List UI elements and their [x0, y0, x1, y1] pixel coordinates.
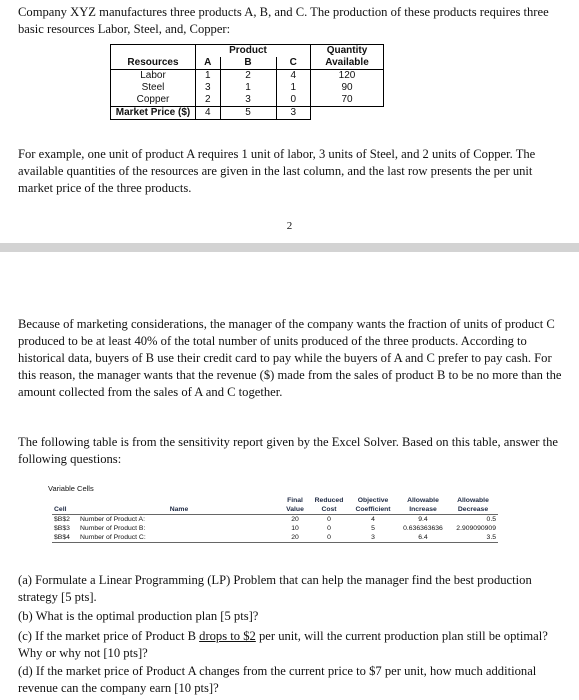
resource-quantity: 70	[311, 94, 384, 107]
table-row	[52, 533, 498, 543]
sens-header-value: Value	[280, 505, 310, 515]
sens-reduced: 0	[327, 516, 331, 523]
resource-name: Steel	[111, 82, 196, 94]
resource-value: 1	[276, 82, 311, 94]
quantity-header-1: Quantity	[311, 45, 384, 58]
sens-name: Number of Product A:	[80, 516, 145, 523]
sens-header-name: Name	[78, 505, 280, 515]
resource-value: 2	[196, 94, 221, 107]
quantity-header-2: Available	[311, 57, 384, 70]
sens-cell: $B$4	[52, 533, 78, 543]
sens-decrease: 0.5	[486, 516, 496, 523]
sens-header-allowable-inc: Allowable	[407, 497, 439, 504]
resource-value: 1	[220, 82, 276, 94]
page-number: 2	[286, 220, 293, 232]
sens-header-coefficient: Coefficient	[348, 505, 398, 515]
resources-header: Resources	[111, 57, 196, 70]
question-b: (b) What is the optimal production plan [5 pts]?	[18, 609, 259, 623]
page-2	[0, 252, 579, 700]
intro-paragraph: Company XYZ manufactures three products A, B, and C. The production of these products requires three basic resources Labor, Steel, and, Copper:	[18, 5, 549, 36]
table-row	[52, 515, 498, 525]
table-row	[52, 524, 498, 533]
sens-objective: 5	[371, 525, 375, 532]
page-1	[0, 0, 579, 244]
resource-value: 2	[220, 70, 276, 83]
sens-header-cell: Cell	[52, 505, 78, 515]
market-price-label: Market Price ($)	[111, 107, 196, 120]
sens-header-reduced: Reduced	[314, 497, 344, 504]
question-c-underlined: drops to $2	[199, 629, 256, 643]
market-price-value: 3	[276, 107, 311, 120]
sens-increase: 6.4	[398, 533, 448, 543]
resource-name: Labor	[111, 70, 196, 83]
sens-objective: 3	[348, 533, 398, 543]
example-paragraph: For example, one unit of product A requires 1 unit of labor, 3 units of Steel, and 2 units of Copper. The available quantities of the resources are given in the last column, and the last row presents the per unit market price of the three products.	[18, 147, 536, 195]
resource-quantity: 120	[311, 70, 384, 83]
market-price-value: 4	[196, 107, 221, 120]
sensitivity-table	[52, 496, 498, 543]
sens-header-allowable-dec: Allowable	[457, 497, 489, 504]
sens-decrease: 3.5	[448, 533, 498, 543]
sens-decrease: 2.909090909	[456, 525, 496, 532]
question-c	[18, 628, 563, 662]
question-c-post: per unit, will the current production plan still be optimal? Why or why not [10 pts]?	[18, 629, 548, 660]
sens-final: 20	[280, 533, 310, 543]
product-group-header: Product	[220, 45, 276, 58]
sens-cell: $B$2	[54, 516, 70, 523]
sensitivity-intro-paragraph: The following table is from the sensitivity report given by the Excel Solver. Based on this table, answer the following questions:	[18, 435, 559, 466]
resource-quantity: 90	[311, 82, 384, 94]
page-separator	[0, 243, 579, 252]
marketing-paragraph: Because of marketing considerations, the manager of the company wants the fraction of units of product C produced to be at least 40% of the total number of units produced of the three products. According to historical data, buyers of B use their credit card to pay while the buyers of A and C prefer to pay cash. For this reason, the manager wants that the revenue ($) made from the sales of product B to be no more than the amount collected from the sales of A and C together.	[18, 317, 562, 399]
resource-value: 4	[276, 70, 311, 83]
resources-table	[110, 44, 384, 120]
resource-value: 3	[196, 82, 221, 94]
sens-name: Number of Product C:	[78, 533, 280, 543]
sens-final: 20	[291, 516, 299, 523]
sens-header-final: Final	[287, 497, 303, 504]
sens-reduced: 0	[310, 533, 348, 543]
product-c-header: C	[276, 57, 311, 70]
question-a: (a) Formulate a Linear Programming (LP) Problem that can help the manager find the best production strategy [5 pts].	[18, 573, 532, 604]
sens-header-cost: Cost	[310, 505, 348, 515]
sens-final: 10	[291, 525, 299, 532]
resource-value: 0	[276, 94, 311, 107]
resource-value: 3	[220, 94, 276, 107]
sens-increase: 0.636363636	[403, 525, 443, 532]
variable-cells-title: Variable Cells	[48, 484, 94, 493]
sens-name: Number of Product B:	[80, 525, 146, 532]
sens-cell: $B$3	[54, 525, 70, 532]
product-a-header: A	[196, 57, 221, 70]
market-price-value: 5	[220, 107, 276, 120]
question-c-pre: (c) If the market price of Product B	[18, 629, 200, 643]
sens-objective: 4	[371, 516, 375, 523]
sens-increase: 9.4	[418, 516, 428, 523]
sens-header-decrease: Decrease	[448, 505, 498, 515]
resource-value: 1	[196, 70, 221, 83]
sens-header-increase: Increase	[398, 505, 448, 515]
resource-name: Copper	[111, 94, 196, 107]
product-b-header: B	[220, 57, 276, 70]
question-d: (d) If the market price of Product A changes from the current price to $7 per unit, how much additional revenue can the company earn [10 pts]?	[18, 664, 537, 695]
sens-reduced: 0	[327, 525, 331, 532]
sens-header-objective: Objective	[357, 497, 389, 504]
